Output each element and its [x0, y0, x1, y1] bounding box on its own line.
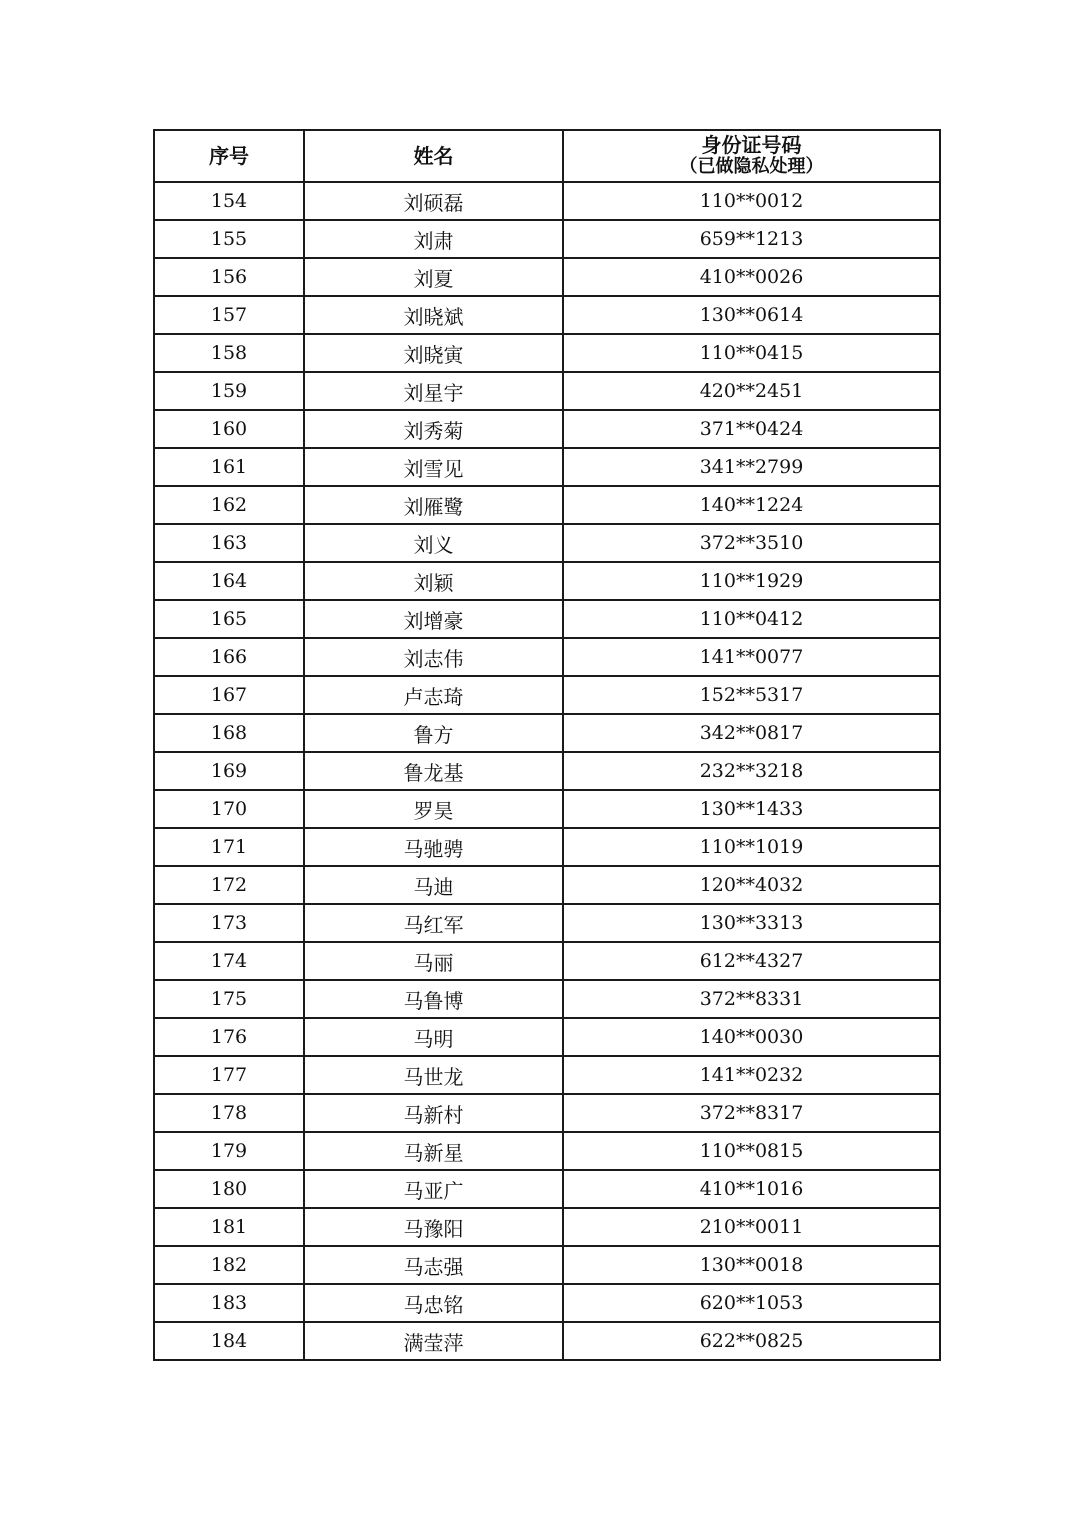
row-id-number: 130**3313: [563, 904, 940, 942]
row-name: 刘雪见: [304, 448, 563, 486]
row-index: 183: [154, 1284, 304, 1322]
row-id-number: 622**0825: [563, 1322, 940, 1360]
row-index: 154: [154, 182, 304, 220]
row-index: 166: [154, 638, 304, 676]
row-index: 181: [154, 1208, 304, 1246]
row-id-number: 120**4032: [563, 866, 940, 904]
row-id-number: 152**5317: [563, 676, 940, 714]
row-index: 168: [154, 714, 304, 752]
row-index: 167: [154, 676, 304, 714]
row-name: 刘义: [304, 524, 563, 562]
row-index: 178: [154, 1094, 304, 1132]
row-index: 174: [154, 942, 304, 980]
row-name: 刘增豪: [304, 600, 563, 638]
row-name: 刘晓斌: [304, 296, 563, 334]
row-name: 鲁龙基: [304, 752, 563, 790]
row-name: 马新星: [304, 1132, 563, 1170]
header-index: 序号: [154, 130, 304, 182]
table-row: [154, 486, 940, 524]
header-id-note: （已做隐私处理）: [679, 156, 824, 178]
row-id-number: 620**1053: [563, 1284, 940, 1322]
table-row: [154, 182, 940, 220]
table-row: [154, 828, 940, 866]
table-row: [154, 866, 940, 904]
row-id-number: 371**0424: [563, 410, 940, 448]
row-index: 163: [154, 524, 304, 562]
row-id-number: 342**0817: [563, 714, 940, 752]
table-row: [154, 638, 940, 676]
row-id-number: 372**8331: [563, 980, 940, 1018]
row-name: 马世龙: [304, 1056, 563, 1094]
table-row: [154, 334, 940, 372]
table-row: [154, 372, 940, 410]
table-row: [154, 562, 940, 600]
row-name: 刘秀菊: [304, 410, 563, 448]
row-id-number: 659**1213: [563, 220, 940, 258]
row-id-number: 141**0232: [563, 1056, 940, 1094]
row-index: 169: [154, 752, 304, 790]
table-row: [154, 1170, 940, 1208]
table-row: [154, 410, 940, 448]
row-name: 卢志琦: [304, 676, 563, 714]
row-id-number: 110**0412: [563, 600, 940, 638]
row-id-number: 410**0026: [563, 258, 940, 296]
table-row: [154, 752, 940, 790]
row-name: 马忠铭: [304, 1284, 563, 1322]
row-name: 刘夏: [304, 258, 563, 296]
table-row: [154, 1246, 940, 1284]
row-id-number: 141**0077: [563, 638, 940, 676]
row-name: 马新村: [304, 1094, 563, 1132]
row-name: 刘肃: [304, 220, 563, 258]
row-id-number: 110**1929: [563, 562, 940, 600]
row-index: 182: [154, 1246, 304, 1284]
row-name: 马志强: [304, 1246, 563, 1284]
row-index: 172: [154, 866, 304, 904]
roster-table: [153, 129, 941, 1361]
row-index: 176: [154, 1018, 304, 1056]
table-row: [154, 1322, 940, 1360]
row-id-number: 110**0815: [563, 1132, 940, 1170]
row-index: 158: [154, 334, 304, 372]
row-id-number: 140**0030: [563, 1018, 940, 1056]
row-name: 马鲁博: [304, 980, 563, 1018]
row-index: 161: [154, 448, 304, 486]
row-id-number: 410**1016: [563, 1170, 940, 1208]
row-name: 马明: [304, 1018, 563, 1056]
row-id-number: 110**1019: [563, 828, 940, 866]
row-name: 马红军: [304, 904, 563, 942]
row-id-number: 420**2451: [563, 372, 940, 410]
header-id-number: [563, 130, 940, 182]
row-name: 刘雁鹭: [304, 486, 563, 524]
row-index: 156: [154, 258, 304, 296]
row-index: 170: [154, 790, 304, 828]
row-name: 鲁方: [304, 714, 563, 752]
table-row: [154, 296, 940, 334]
row-index: 160: [154, 410, 304, 448]
header-id-title: 身份证号码: [701, 133, 802, 158]
row-id-number: 210**0011: [563, 1208, 940, 1246]
row-index: 177: [154, 1056, 304, 1094]
table-row: [154, 524, 940, 562]
row-index: 162: [154, 486, 304, 524]
row-id-number: 110**0012: [563, 182, 940, 220]
row-index: 155: [154, 220, 304, 258]
header-name: 姓名: [304, 130, 563, 182]
table-row: [154, 790, 940, 828]
table-row: [154, 1132, 940, 1170]
table-row: [154, 1208, 940, 1246]
row-name: 刘星宇: [304, 372, 563, 410]
row-index: 171: [154, 828, 304, 866]
row-id-number: 130**0018: [563, 1246, 940, 1284]
row-id-number: 372**3510: [563, 524, 940, 562]
table-row: [154, 1284, 940, 1322]
table-row: [154, 258, 940, 296]
row-index: 164: [154, 562, 304, 600]
row-id-number: 130**0614: [563, 296, 940, 334]
row-name: 马亚广: [304, 1170, 563, 1208]
table-row: [154, 1018, 940, 1056]
row-index: 175: [154, 980, 304, 1018]
table-row: [154, 600, 940, 638]
table-row: [154, 980, 940, 1018]
table-row: [154, 714, 940, 752]
row-name: 刘硕磊: [304, 182, 563, 220]
table-row: [154, 220, 940, 258]
row-id-number: 372**8317: [563, 1094, 940, 1132]
row-id-number: 110**0415: [563, 334, 940, 372]
table-body: [154, 182, 940, 1360]
row-name: 刘志伟: [304, 638, 563, 676]
table-row: [154, 1094, 940, 1132]
row-id-number: 232**3218: [563, 752, 940, 790]
row-name: 满莹萍: [304, 1322, 563, 1360]
row-name: 罗昊: [304, 790, 563, 828]
row-index: 165: [154, 600, 304, 638]
table-header: [154, 130, 940, 182]
row-id-number: 130**1433: [563, 790, 940, 828]
row-index: 173: [154, 904, 304, 942]
row-id-number: 140**1224: [563, 486, 940, 524]
table-row: [154, 904, 940, 942]
row-name: 马豫阳: [304, 1208, 563, 1246]
row-name: 马迪: [304, 866, 563, 904]
row-name: 马驰骋: [304, 828, 563, 866]
table-row: [154, 942, 940, 980]
row-index: 159: [154, 372, 304, 410]
row-index: 157: [154, 296, 304, 334]
row-index: 179: [154, 1132, 304, 1170]
row-name: 刘晓寅: [304, 334, 563, 372]
row-name: 马丽: [304, 942, 563, 980]
row-id-number: 341**2799: [563, 448, 940, 486]
row-index: 180: [154, 1170, 304, 1208]
table-row: [154, 448, 940, 486]
row-index: 184: [154, 1322, 304, 1360]
table-row: [154, 676, 940, 714]
table-row: [154, 1056, 940, 1094]
row-name: 刘颖: [304, 562, 563, 600]
row-id-number: 612**4327: [563, 942, 940, 980]
header-row: [154, 130, 940, 182]
